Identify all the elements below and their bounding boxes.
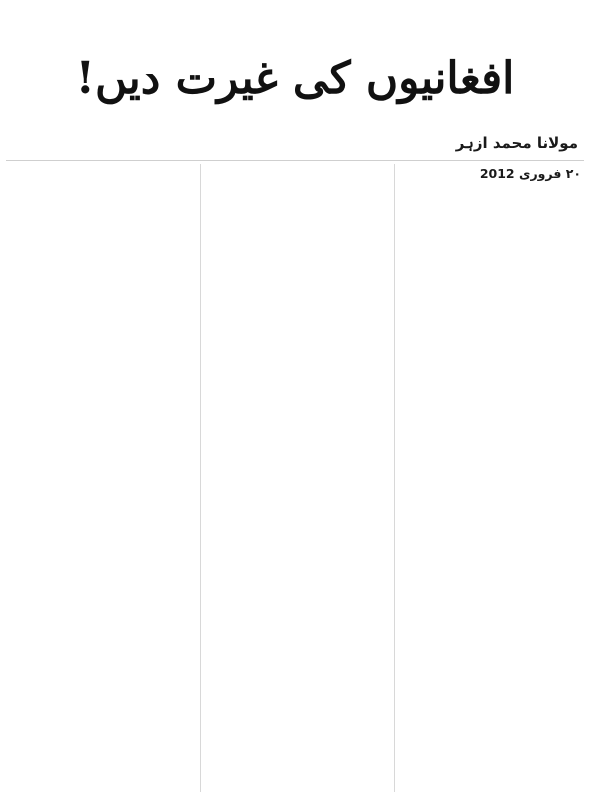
article-date: ۲۰ فروری 2012 xyxy=(479,166,581,181)
column-divider xyxy=(200,164,201,792)
article-column-2 xyxy=(201,164,393,796)
headline-area xyxy=(0,38,590,118)
article-column-3 xyxy=(6,164,199,796)
author-byline: مولانا محمد ازہر xyxy=(455,134,578,152)
article-title: افغانیوں کی غیرت دیں! xyxy=(75,52,515,104)
columns-top-rule xyxy=(6,160,584,161)
article-column-1 xyxy=(395,164,587,796)
column-1-paragraph xyxy=(401,164,581,185)
column-divider xyxy=(394,164,395,792)
